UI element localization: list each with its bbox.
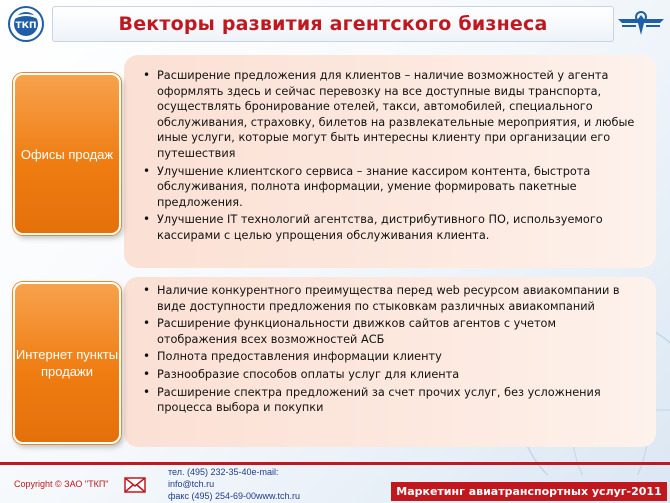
list-item: • Наличие конкурентного преимущества перед web ресурсом авиакомпании в виде доступности предложения по стыковкам различных авиакомпаний xyxy=(138,283,638,314)
list-item: • Улучшение IT технологий агентства, дистрибутивного ПО, используемого кассирами с целью упрощения обслуживания клиента. xyxy=(138,212,638,243)
list-item: • Разнообразие способов оплаты услуг для клиента xyxy=(138,367,638,383)
fax-website-line[interactable]: факс (495) 254-69-00www.tch.ru xyxy=(168,491,301,501)
list-item: • Расширение функциональности движков сайтов агентов с учетом отображения всех возможностей АСБ xyxy=(138,316,638,347)
svg-text:ТКП: ТКП xyxy=(15,21,37,31)
title-box xyxy=(52,6,614,42)
footer-banner: Маркетинг авиатранспортных услуг-2011 xyxy=(391,482,667,501)
section-offices-list xyxy=(138,68,638,246)
list-item: • Полнота предоставления информации клиенту xyxy=(138,349,638,365)
list-item: • Расширение спектра предложений за счет прочих услуг, без усложнения процесса выбора и покупки xyxy=(138,385,638,416)
company-logo-icon xyxy=(6,5,46,43)
section-offices-label: Офисы продаж xyxy=(13,73,121,235)
page-title: Векторы развития агентского бизнеса xyxy=(118,13,548,35)
copyright-text: Copyright © ЗАО "ТКП" xyxy=(14,479,109,489)
footer-divider xyxy=(0,462,670,465)
email-link[interactable]: info@tch.ru xyxy=(168,479,215,489)
header xyxy=(0,0,670,46)
list-item: • Расширение предложения для клиентов – наличие возможностей у агента оформлять здесь и сейчас перевозку на все доступные виды транспорта, осуществлять бронирование отелей, такси, автомобилей, специального обслуживания, страховку, билетов на развлекательные мероприятия, и любые иные услуги, которые могут быть интересны клиенту при организации его путешествия xyxy=(138,68,638,162)
envelope-icon[interactable] xyxy=(124,477,146,493)
phone-line: тел. (495) 232-35-40e-mail: xyxy=(168,467,279,477)
section-internet-label: Интернет пункты продажи xyxy=(13,282,121,444)
section-internet-list xyxy=(138,283,638,418)
list-item: • Улучшение клиентского сервиса – знание кассиром контента, быстрота обслуживания, полнота информации, умение формировать пакетные предложения. xyxy=(138,164,638,211)
contact-info xyxy=(168,466,318,502)
wings-emblem-icon xyxy=(616,5,666,41)
